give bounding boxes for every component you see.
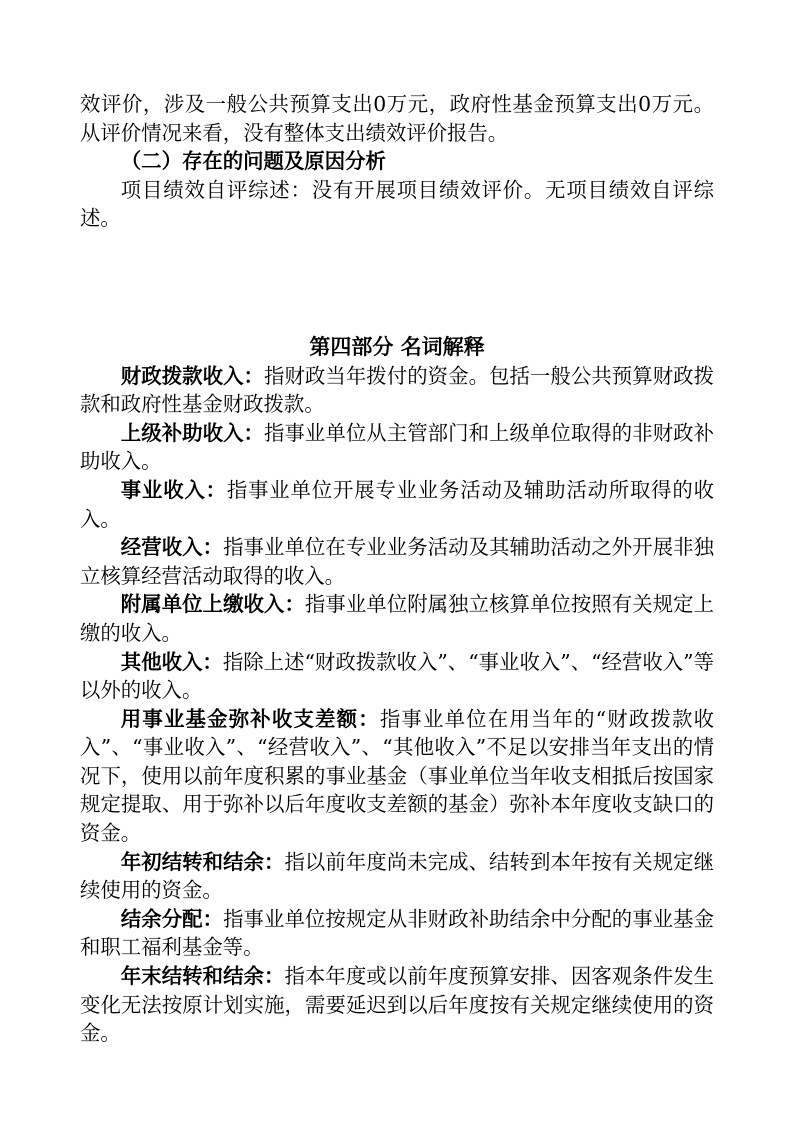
- paragraph-evaluation: 效评价，涉及一般公共预算支出0万元，政府性基金预算支出0万元。从评价情况来看，没有整体支出绩效评价报告。: [80, 92, 714, 145]
- term-label: 用事业基金弥补收支差额：: [120, 706, 380, 731]
- spacer: [80, 233, 714, 333]
- definition-text: 指事业单位按规定从非财政补助结余中分配的事业基金和职工福利基金等。: [80, 906, 715, 960]
- paragraph-self-evaluation: 项目绩效自评综述：没有开展项目绩效评价。无项目绩效自评综述。: [80, 177, 714, 231]
- term-definition: [80, 533, 714, 590]
- term-label: 结余分配：: [120, 906, 224, 931]
- term-label: 年末结转和结余：: [120, 964, 285, 989]
- definition-text: 指财政当年拨付的资金。包括一般公共预算财政拨款和政府性基金财政拨款。: [80, 363, 714, 417]
- section-title: 第四部分 名词解释: [309, 333, 485, 359]
- term-label: 其他收入：: [120, 649, 223, 674]
- term-definition: [80, 476, 714, 533]
- term-label: 上级补助收入：: [120, 420, 264, 445]
- term-list: [80, 362, 714, 1048]
- term-definition: [80, 905, 714, 962]
- definition-text: 指以前年度尚未完成、结转到本年按有关规定继续使用的资金。: [80, 849, 715, 903]
- term-definition: [80, 705, 714, 848]
- term-label: 财政拨款收入：: [120, 363, 264, 388]
- definition-text: 指事业单位附属独立核算单位按照有关规定上缴的收入。: [80, 592, 715, 645]
- definition-text: 指本年度或以前年度预算安排、因客观条件发生变化无法按原计划实施，需要延迟到以后年度按有关规定继续使用的资金。: [80, 964, 715, 1046]
- term-label: 年初结转和结余：: [120, 849, 285, 874]
- term-definition: [80, 962, 714, 1048]
- term-definition: [80, 648, 714, 705]
- definition-text: 指事业单位在专业业务活动及其辅助活动之外开展非独立核算经营活动取得的收入。: [80, 535, 715, 588]
- document-page: [80, 90, 714, 1048]
- subheading-problems: （二）存在的问题及原因分析: [120, 149, 386, 174]
- term-label: 经营收入：: [120, 535, 224, 560]
- definition-text: 指事业单位在用当年的“财政拨款收入”、“事业收入”、“经营收入”、“其他收入”不足以安排当年支出的情况下，使用以前年度积累的事业基金（事业单位当年收支相抵后按国家规定提取、用于弥补以后年度收支差额的基金）弥补本年度收支缺口的资金。: [80, 706, 714, 846]
- term-definition: [80, 362, 714, 419]
- definition-text: 指事业单位开展专业业务活动及辅助活动所取得的收入。: [80, 477, 714, 531]
- term-label: 附属单位上缴收入：: [120, 592, 305, 617]
- term-definition: [80, 848, 714, 905]
- definition-text: 指除上述“财政拨款收入”、“事业收入”、“经营收入”等以外的收入。: [80, 649, 715, 703]
- term-label: 事业收入：: [120, 477, 227, 502]
- term-definition: [80, 590, 714, 647]
- term-definition: [80, 419, 714, 476]
- definition-text: 指事业单位从主管部门和上级单位取得的非财政补助收入。: [80, 420, 714, 474]
